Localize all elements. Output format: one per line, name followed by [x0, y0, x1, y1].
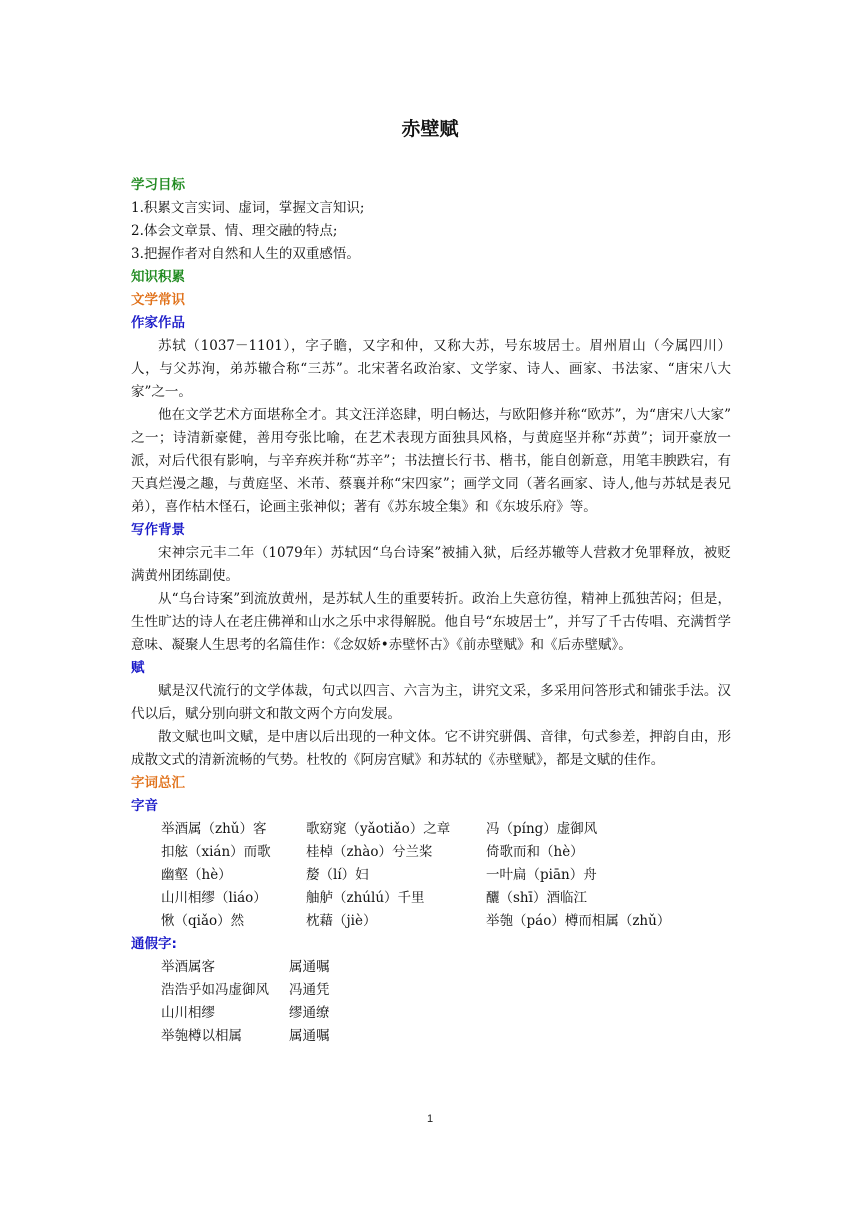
- pronunciation-item: 釃（shī）酒临江: [486, 890, 587, 906]
- pronunciation-item: 桂棹（zhào）兮兰桨: [306, 844, 433, 860]
- tongjia-phrase: 举酒属客: [161, 959, 215, 975]
- tongjia-note: 属通嘱: [289, 1028, 330, 1044]
- pronunciation-item: 舳舻（zhúlú）千里: [306, 890, 425, 906]
- objective-item: 2.体会文章景、情、理交融的特点;: [131, 223, 338, 239]
- page-number: 1: [426, 1113, 434, 1125]
- fu-paragraph: 赋是汉代流行的文学体裁，句式以四言、六言为主，讲究文采，多采用问答形式和铺张手法。汉代以后，赋分别向骈文和散文两个方向发展。: [131, 683, 731, 722]
- tongjia-phrase: 举匏樽以相属: [161, 1028, 242, 1044]
- page-title: 赤壁赋: [401, 118, 459, 140]
- background-heading: 写作背景: [131, 522, 185, 538]
- tongjia-phrase: 浩浩乎如冯虚御风: [161, 982, 269, 998]
- literature-heading: 文学常识: [131, 292, 185, 308]
- pronunciation-item: 扣舷（xián）而歌: [161, 844, 271, 860]
- tongjia-note: 缪通缭: [289, 1005, 330, 1021]
- pronunciation-item: 一叶扁（piān）舟: [486, 867, 597, 883]
- knowledge-heading: 知识积累: [131, 269, 185, 285]
- background-paragraph: 宋神宗元丰二年（1079年）苏轼因“乌台诗案”被捕入狱，后经苏辙等人营救才免罪释放，被贬满黄州团练副使。: [131, 545, 731, 584]
- objective-item: 3.把握作者对自然和人生的双重感悟。: [131, 246, 360, 262]
- background-paragraph: 从“乌台诗案”到流放黄州，是苏轼人生的重要转折。政治上失意彷徨，精神上孤独苦闷；但是，生性旷达的诗人在老庄佛禅和山水之乐中求得解脱。他自号“东坡居士”，并写了千古传唱、充满哲学意味、凝聚人生思考的名篇佳作：《念奴娇•赤壁怀古》《前赤壁赋》和《后赤壁赋》。: [131, 591, 731, 653]
- pronunciation-item: 愀（qiǎo）然: [161, 913, 245, 929]
- pronunciation-item: 山川相缪（liáo）: [161, 890, 267, 906]
- pronunciation-table: [131, 818, 731, 933]
- objective-item: 1.积累文言实词、虚词，掌握文言知识;: [131, 200, 365, 216]
- pronunciation-item: 冯（píng）虚御风: [486, 821, 598, 837]
- pronunciation-item: 倚歌而和（hè）: [486, 844, 584, 860]
- document-body: [131, 174, 731, 1048]
- vocab-heading: 字词总汇: [131, 775, 185, 791]
- tongjia-note: 属通嘱: [289, 959, 330, 975]
- pronunciation-heading: 字音: [131, 798, 158, 814]
- tongjia-heading: 通假字:: [131, 936, 177, 952]
- fu-heading: 赋: [131, 660, 145, 676]
- objectives-heading: 学习目标: [131, 177, 185, 193]
- pronunciation-item: 嫠（lí）妇: [306, 867, 369, 883]
- author-heading: 作家作品: [131, 315, 185, 331]
- fu-paragraph: 散文赋也叫文赋，是中唐以后出现的一种文体。它不讲究骈偶、音律，句式参差，押韵自由，形成散文式的清新流畅的气势。杜牧的《阿房宫赋》和苏轼的《赤壁赋》，都是文赋的佳作。: [131, 729, 731, 768]
- pronunciation-item: 举匏（páo）樽而相属（zhǔ）: [486, 913, 671, 929]
- tongjia-note: 冯通凭: [289, 982, 330, 998]
- author-paragraph: 他在文学艺术方面堪称全才。其文汪洋恣肆，明白畅达，与欧阳修并称“欧苏”，为“唐宋八大家” 之一；诗清新豪健，善用夸张比喻，在艺术表现方面独具风格，与黄庭坚并称“苏黄”；词开豪放一派，对后代很有影响，与辛弃疾并称“苏辛”；书法擅长行书、楷书，能自创新意，用笔丰腴跌宕，有天真烂漫之趣，与黄庭坚、米芾、蔡襄并称“宋四家”；画学文同（著名画家、诗人,他与苏轼是表兄弟），喜作枯木怪石，论画主张神似；著有《苏东坡全集》和《东坡乐府》等。: [131, 407, 731, 515]
- pronunciation-item: 幽壑（hè）: [161, 867, 232, 883]
- tongjia-table: [131, 956, 731, 1048]
- pronunciation-item: 举酒属（zhǔ）客: [161, 821, 267, 837]
- pronunciation-item: 枕藉（jiè）: [306, 913, 377, 929]
- tongjia-phrase: 山川相缪: [161, 1005, 215, 1021]
- pronunciation-item: 歌窈窕（yǎotiǎo）之章: [306, 821, 451, 837]
- author-paragraph: 苏轼（1037－1101），字子瞻，又字和仲，又称大苏，号东坡居士。眉州眉山（今属四川）人，与父苏洵，弟苏辙合称“三苏”。北宋著名政治家、文学家、诗人、画家、书法家、“唐宋八大家”之一。: [131, 338, 731, 400]
